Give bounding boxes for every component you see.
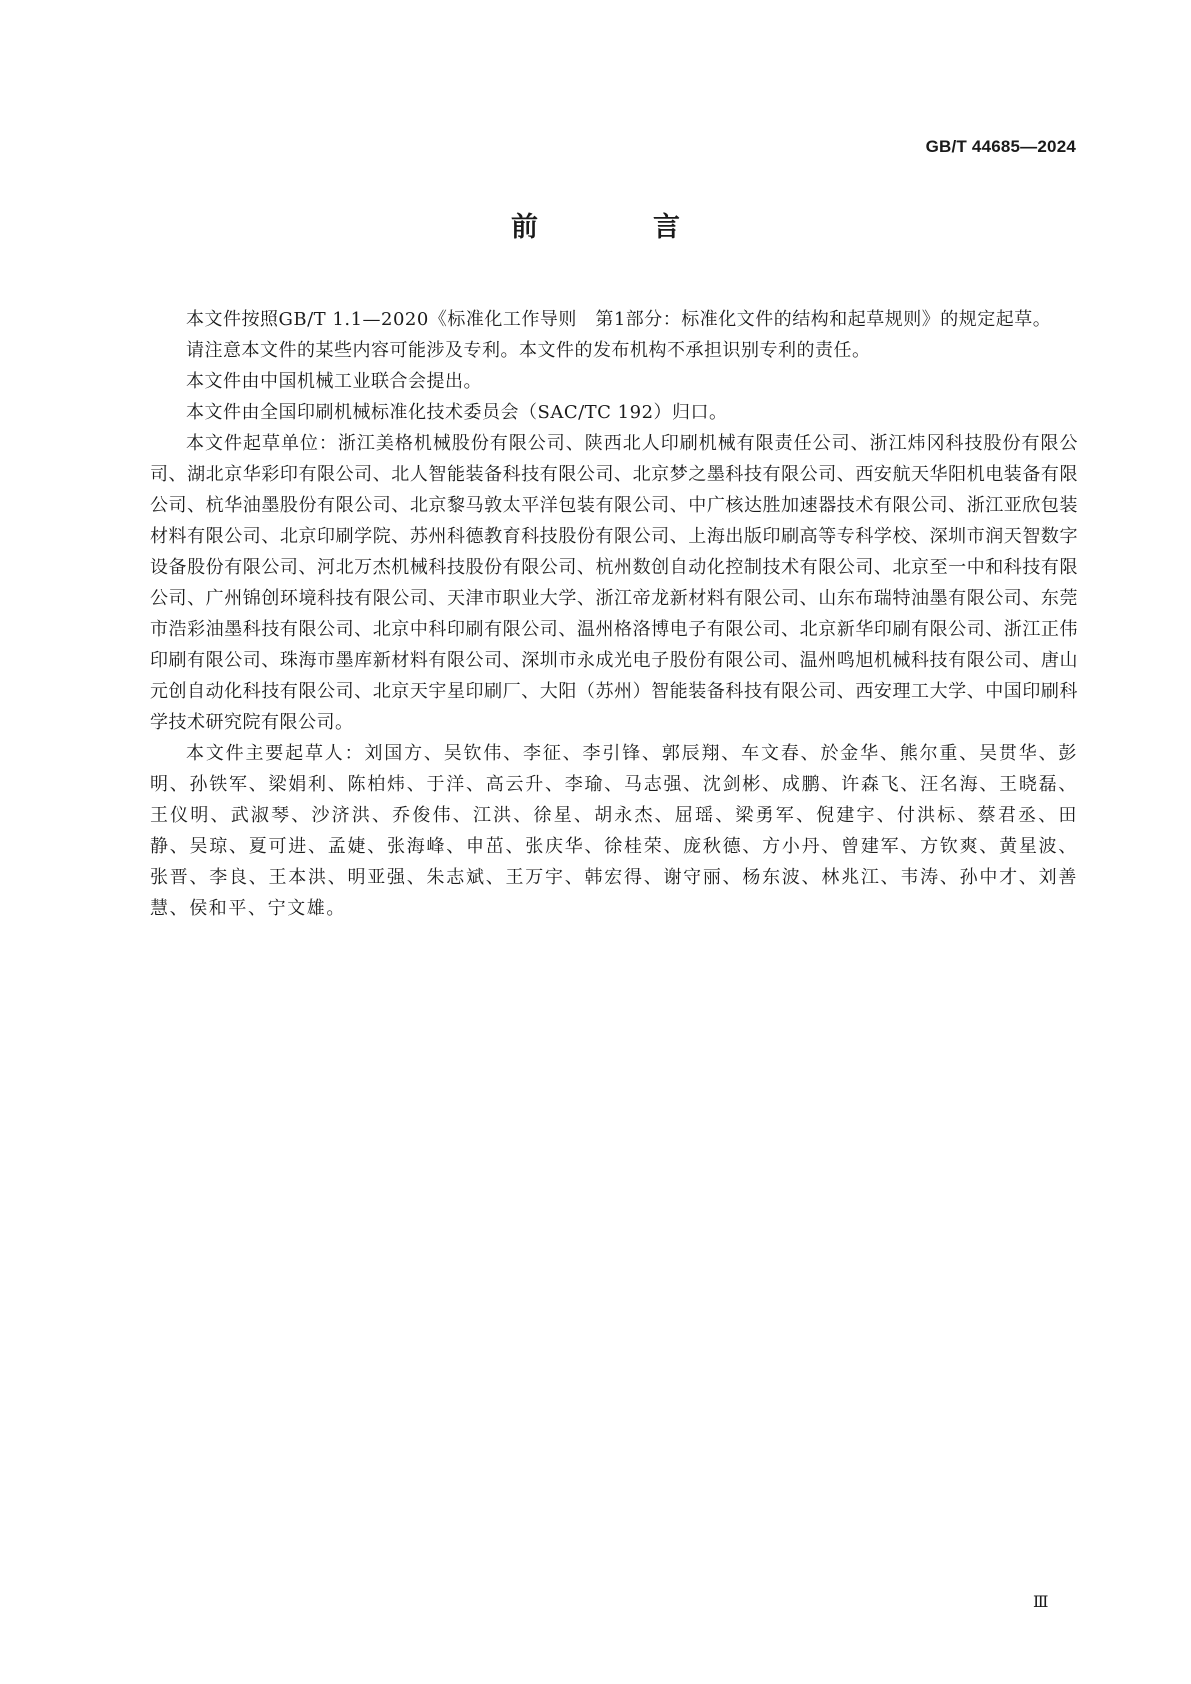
page-number: Ⅲ (1033, 1592, 1049, 1611)
preface-body (150, 304, 1078, 924)
paragraph-drafting-rules: 本文件按照GB/T 1.1—2020《标准化工作导则 第1部分：标准化文件的结构和起草规则》的规定起草。 (186, 309, 1052, 330)
paragraph-main-drafters: 本文件主要起草人：刘国方、吴钦伟、李征、李引锋、郭辰翔、车文春、於金华、熊尔重、吴贯华、彭明、孙铁军、梁娟利、陈柏炜、于洋、高云升、李瑜、马志强、沈剑彬、成鹏、许森飞、汪名海、王晓磊、王仪明、武淑琴、沙济洪、乔俊伟、江洪、徐星、胡永杰、屈瑶、梁勇军、倪建宇、付洪标、蔡君丞、田静、吴琼、夏可进、孟婕、张海峰、申茁、张庆华、徐桂荣、庞秋德、方小丹、曾建军、方钦爽、黄星波、张晋、李良、王本洪、明亚强、朱志斌、王万宇、韩宏得、谢守丽、杨东波、林兆江、韦涛、孙中才、刘善慧、侯和平、宁文雄。 (150, 743, 1078, 919)
page-title: 前 言 (511, 212, 724, 243)
standard-number: GB/T 44685—2024 (925, 137, 1076, 156)
paragraph-technical-committee: 本文件由全国印刷机械标准化技术委员会（SAC/TC 192）归口。 (186, 402, 728, 423)
paragraph-patent-notice: 请注意本文件的某些内容可能涉及专利。本文件的发布机构不承担识别专利的责任。 (186, 340, 871, 361)
paragraph-proposer: 本文件由中国机械工业联合会提出。 (186, 371, 482, 392)
paragraph-drafting-organizations: 本文件起草单位：浙江美格机械股份有限公司、陕西北人印刷机械有限责任公司、浙江炜冈科技股份有限公司、湖北京华彩印有限公司、北人智能装备科技有限公司、北京梦之墨科技有限公司、西安航天华阳机电装备有限公司、杭华油墨股份有限公司、北京黎马敦太平洋包装有限公司、中广核达胜加速器技术有限公司、浙江亚欣包装材料有限公司、北京印刷学院、苏州科德教育科技股份有限公司、上海出版印刷高等专科学校、深圳市润天智数字设备股份有限公司、河北万杰机械科技股份有限公司、杭州数创自动化控制技术有限公司、北京至一中和科技有限公司、广州锦创环境科技有限公司、天津市职业大学、浙江帝龙新材料有限公司、山东布瑞特油墨有限公司、东莞市浩彩油墨科技有限公司、北京中科印刷有限公司、温州格洛博电子有限公司、北京新华印刷有限公司、浙江正伟印刷有限公司、珠海市墨库新材料有限公司、深圳市永成光电子股份有限公司、温州鸣旭机械科技有限公司、唐山元创自动化科技有限公司、北京天宇星印刷厂、大阳（苏州）智能装备科技有限公司、西安理工大学、中国印刷科学技术研究院有限公司。 (150, 433, 1078, 733)
